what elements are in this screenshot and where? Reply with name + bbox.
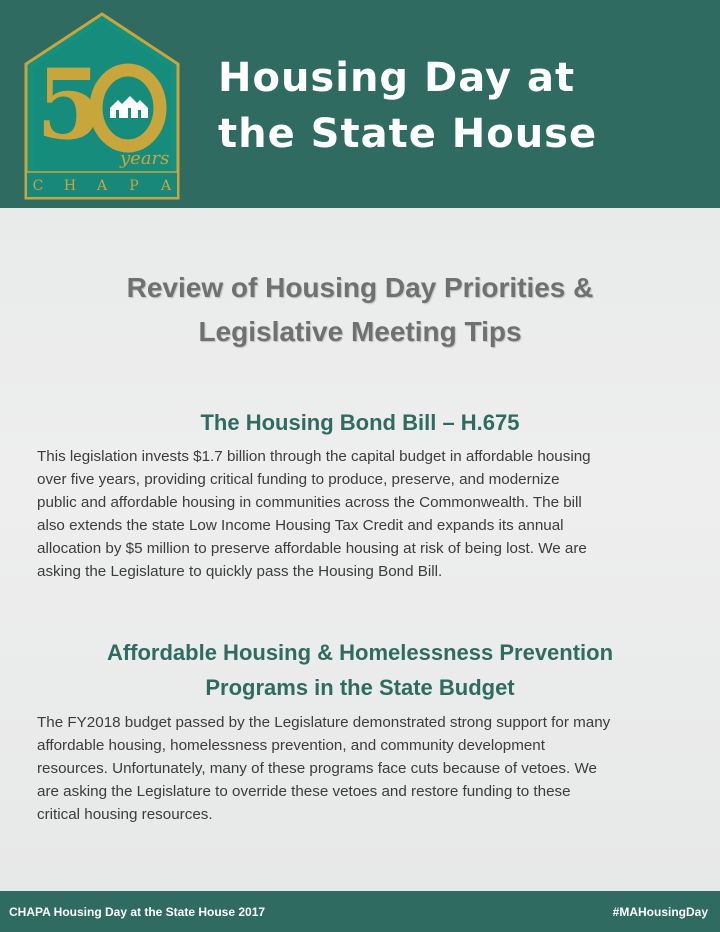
body-line: affordable housing, homelessness prevention, and community development	[37, 737, 545, 754]
body-line: The FY2018 budget passed by the Legislature demonstrated strong support for many	[37, 714, 611, 731]
chapa-50-years-logo	[24, 12, 180, 200]
page-title-line-2: Legislative Meeting Tips	[198, 316, 522, 347]
body-line: asking the Legislature to quickly pass the Housing Bond Bill.	[37, 563, 443, 580]
budget-programs-heading	[20, 635, 700, 705]
housing-bond-bill-heading	[20, 405, 700, 440]
logo-letter-h: H	[63, 178, 77, 194]
header-title-line-1: Housing Day at	[218, 55, 576, 101]
section-heading-line: Affordable Housing & Homelessness Prevention	[106, 640, 614, 665]
logo-number-5: 5	[36, 48, 103, 161]
header-title	[218, 50, 698, 162]
budget-programs-body	[37, 711, 687, 826]
body-line: over five years, providing critical funding to produce, preserve, and modernize	[37, 471, 560, 488]
body-line: critical housing resources.	[37, 806, 213, 823]
section-heading-line: The Housing Bond Bill – H.675	[200, 410, 520, 435]
logo-letter-a: A	[96, 178, 108, 194]
body-line: public and affordable housing in communities across the Commonwealth. The bill	[37, 494, 582, 511]
housing-bond-bill-body	[37, 445, 687, 583]
section-heading-line: Programs in the State Budget	[205, 675, 515, 700]
body-line: allocation by $5 million to preserve affordable housing at risk of being lost. We are	[37, 540, 587, 557]
header-banner	[0, 0, 720, 208]
body-line: also extends the state Low Income Housing Tax Credit and expands its annual	[37, 517, 564, 534]
logo-years-text: years	[120, 148, 170, 169]
page-title-line-1: Review of Housing Day Priorities &	[126, 272, 594, 303]
body-line: are asking the Legislature to override these vetoes and restore funding to these	[37, 783, 571, 800]
main-content	[0, 208, 720, 891]
body-line: resources. Unfortunately, many of these programs face cuts because of vetoes. We	[37, 760, 597, 777]
page-title	[0, 266, 720, 354]
footer-event-text: CHAPA Housing Day at the State House 2017	[9, 905, 266, 919]
body-line: This legislation invests $1.7 billion through the capital budget in affordable housing	[37, 448, 591, 465]
footer-hashtag: #MAHousingDay	[612, 905, 708, 919]
logo-letter-a2: A	[160, 178, 172, 194]
header-title-line-2: the State House	[218, 111, 598, 157]
logo-letter-p: P	[129, 178, 139, 194]
footer-bar	[0, 891, 720, 932]
logo-letter-c: C	[32, 178, 44, 194]
